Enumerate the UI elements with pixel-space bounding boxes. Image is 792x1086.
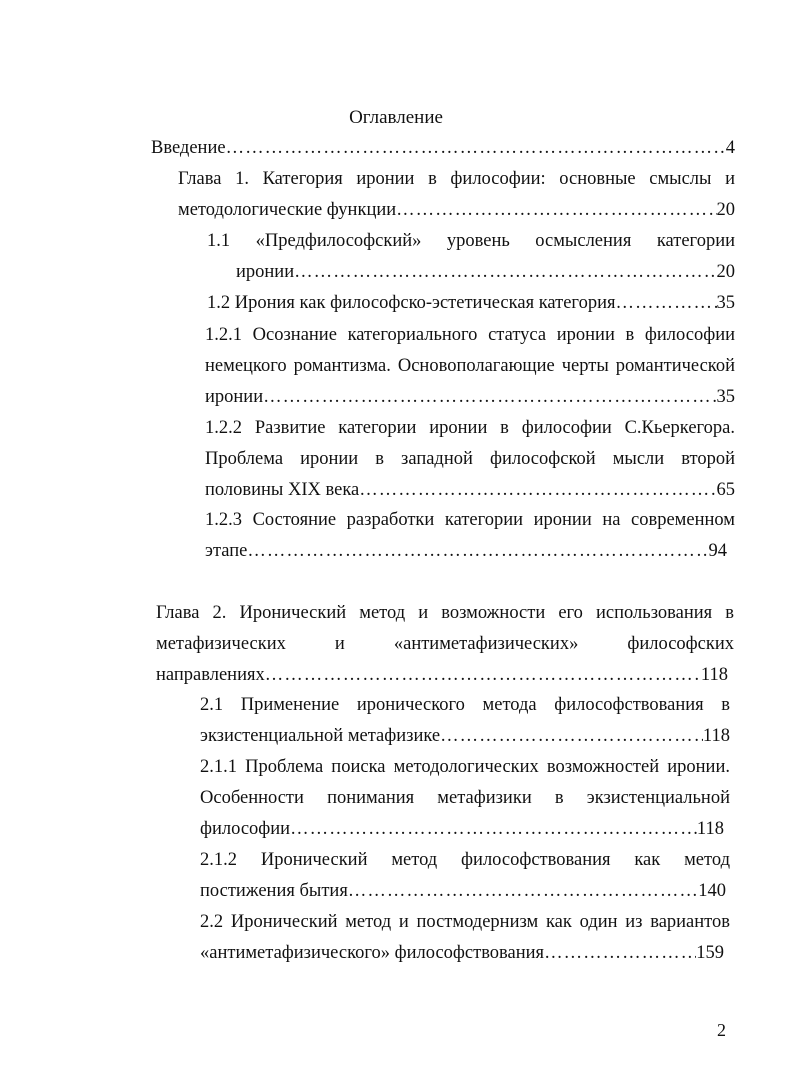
leader-line xyxy=(207,257,735,288)
page-ref: 118 xyxy=(696,819,724,839)
entry-line: методологические функции xyxy=(178,200,397,220)
entry-line: 1.2.3 Состояние разработки категории иронии на современном xyxy=(205,510,735,530)
entry-line: 1.2.2 Развитие категории иронии в философии С.Кьеркегора. xyxy=(205,418,735,438)
page-ref: 20 xyxy=(716,262,735,282)
dot-leader xyxy=(615,288,716,319)
dot-leader xyxy=(294,257,716,288)
dot-leader xyxy=(290,814,697,845)
dot-leader xyxy=(226,133,726,164)
leader-line xyxy=(200,876,730,907)
toc-entry-1-2-1 xyxy=(205,320,735,413)
toc-entry-chapter-2 xyxy=(156,598,734,691)
toc-entry-chapter-1 xyxy=(178,164,735,226)
page-ref: 20 xyxy=(716,200,735,220)
entry-line: постижения бытия xyxy=(200,881,348,901)
dot-leader xyxy=(247,536,708,567)
entry-line: Глава 2. Иронический метод и возможности его использования в xyxy=(156,603,734,623)
entry-line: немецкого романтизма. Основополагающие черты романтической xyxy=(205,356,735,376)
entry-line: метафизических и «антиметафизических» философских xyxy=(156,634,734,654)
toc-entry-1-2-3 xyxy=(205,505,735,567)
page-title: Оглавление xyxy=(349,107,443,128)
leader-line xyxy=(205,536,735,567)
entry-line: Проблема иронии в западной философской мысли второй xyxy=(205,449,735,469)
toc-entry-2-1 xyxy=(200,690,730,752)
toc-entry-intro xyxy=(151,133,735,164)
toc-entry-2-1-1 xyxy=(200,752,730,845)
entry-line: направлениях xyxy=(156,665,265,685)
entry-line: этапе xyxy=(205,541,248,561)
dot-leader xyxy=(544,938,696,969)
dot-leader xyxy=(348,876,698,907)
leader-line xyxy=(207,288,735,319)
page-ref: 94 xyxy=(708,541,727,561)
leader-line xyxy=(205,382,735,413)
entry-line: Глава 1. Категория иронии в философии: основные смыслы и xyxy=(178,169,735,189)
page-ref: 159 xyxy=(696,943,724,963)
entry-title: 1.2 Ирония как философско-эстетическая категория xyxy=(207,293,616,313)
page-ref: 4 xyxy=(725,138,735,158)
page-ref: 35 xyxy=(716,387,735,407)
entry-line: половины XIX века xyxy=(205,480,360,500)
entry-line: 2.1.2 Иронический метод философствования как метод xyxy=(200,850,730,870)
entry-line: «антиметафизического» философствования xyxy=(200,943,545,963)
leader-line xyxy=(200,938,730,969)
toc-entry-1-1 xyxy=(207,226,735,288)
dot-leader xyxy=(263,382,716,413)
entry-line: экзистенциальной метафизике xyxy=(200,726,441,746)
entry-line: философии xyxy=(200,819,291,839)
toc-entry-2-1-2 xyxy=(200,845,730,907)
leader-line xyxy=(178,195,735,226)
toc-entry-2-2 xyxy=(200,907,730,969)
toc-entry-1-2 xyxy=(207,288,735,319)
dot-leader xyxy=(396,195,716,226)
entry-line: 2.2 Иронический метод и постмодернизм как один из вариантов xyxy=(200,912,730,932)
dot-leader xyxy=(440,721,703,752)
toc-entry-1-2-2 xyxy=(205,413,735,506)
entry-line: иронии xyxy=(205,387,264,407)
leader-line xyxy=(151,133,735,164)
entry-line: 2.1.1 Проблема поиска методологических возможностей иронии. xyxy=(200,757,730,777)
page-ref: 118 xyxy=(700,665,728,685)
entry-line: 1.2.1 Осознание категориального статуса иронии в философии xyxy=(205,325,735,345)
page-number: 2 xyxy=(717,1020,726,1040)
entry-line: Особенности понимания метафизики в экзистенциальной xyxy=(200,788,730,808)
page-ref: 35 xyxy=(716,293,735,313)
leader-line xyxy=(205,475,735,506)
dot-leader xyxy=(265,660,701,691)
dot-leader xyxy=(359,475,716,506)
leader-line xyxy=(200,721,730,752)
page-ref: 118 xyxy=(702,726,730,746)
entry-title: Введение xyxy=(151,138,226,158)
entry-line: 1.1 «Предфилософский» уровень осмысления категории xyxy=(207,231,735,251)
leader-line xyxy=(200,814,730,845)
leader-line xyxy=(156,660,734,691)
entry-line: 2.1 Применение иронического метода философствования в xyxy=(200,695,730,715)
entry-line: иронии xyxy=(236,262,295,282)
page-ref: 65 xyxy=(716,480,735,500)
page-ref: 140 xyxy=(698,881,726,901)
